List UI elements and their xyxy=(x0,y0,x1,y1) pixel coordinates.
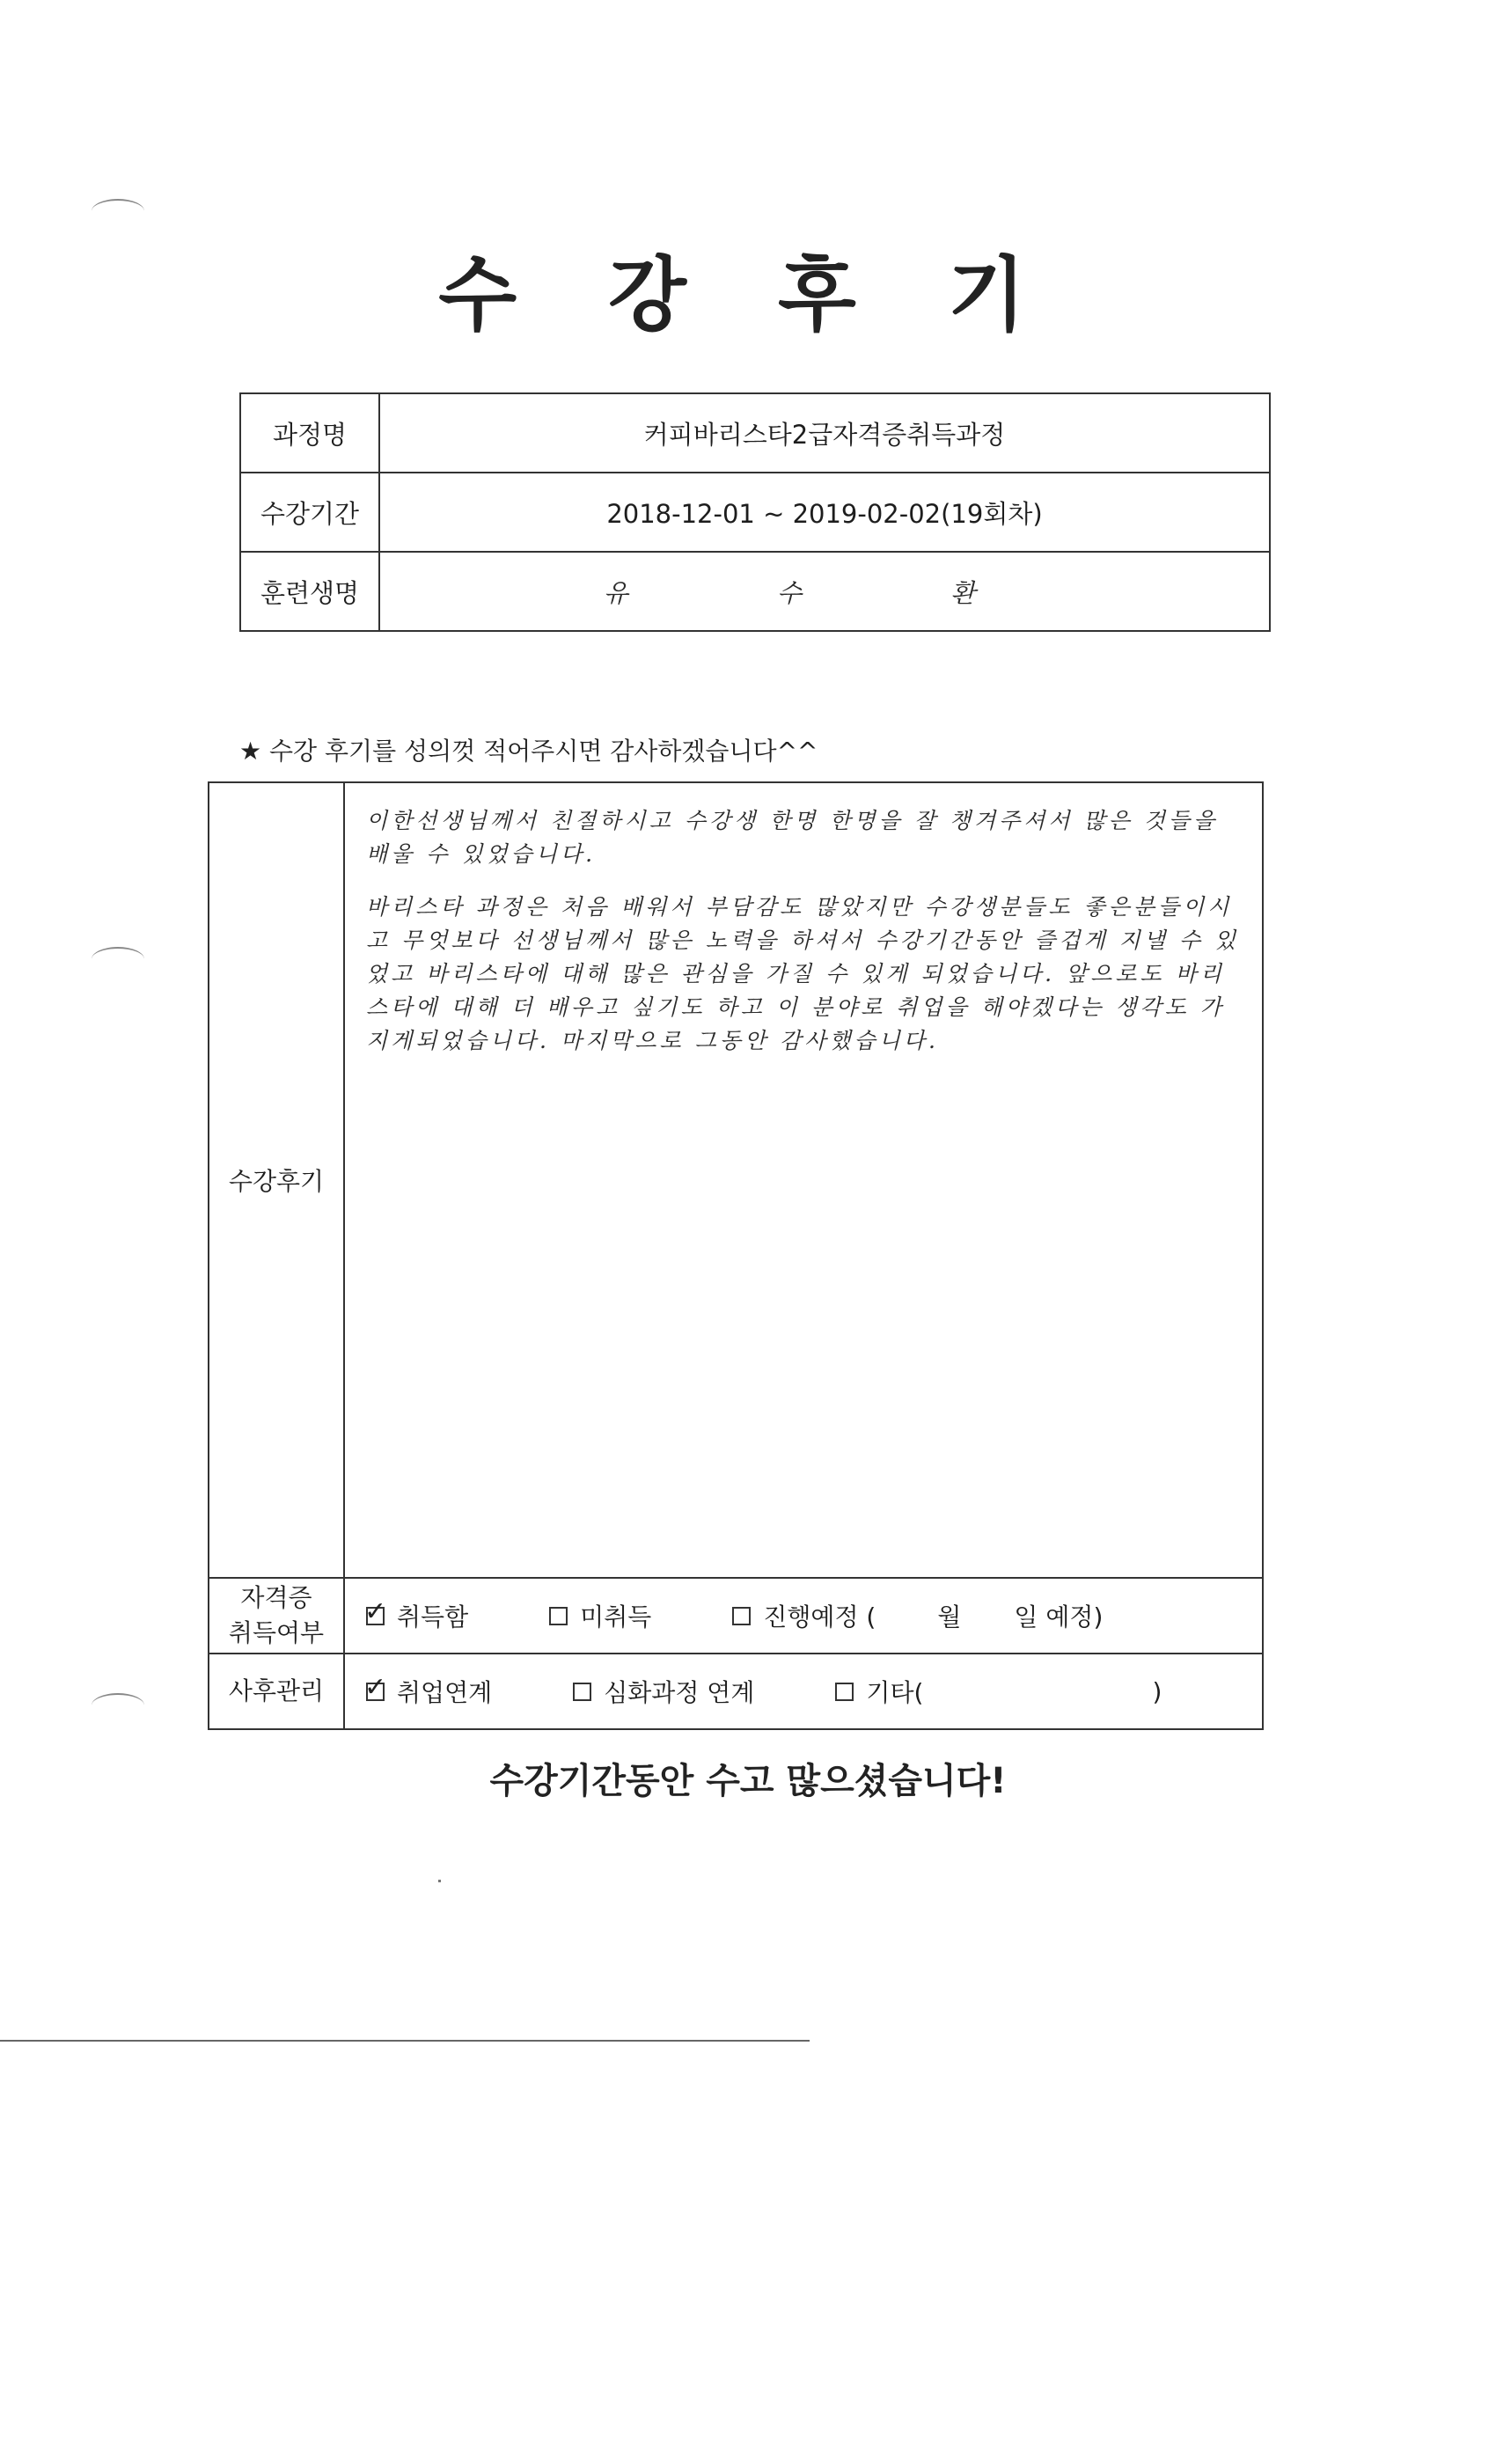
option-job-link-label: 취업연계 xyxy=(397,1678,493,1707)
closing-message: 수강기간동안 수고 많으셨습니다! xyxy=(489,1761,1007,1801)
option-day: 일 예정) xyxy=(1014,1602,1104,1632)
instruction-note: ★ 수강 후기를 성의껏 적어주시면 감사하겠습니다^^ xyxy=(239,737,818,766)
trainee-label: 훈련생명 xyxy=(240,552,379,631)
checkbox-checked xyxy=(364,1595,387,1627)
punch-hole-mark xyxy=(92,199,144,224)
aftercare-options xyxy=(344,1654,1263,1729)
document-title: 수 강 후 기 xyxy=(438,248,1058,342)
review-body xyxy=(344,782,1263,1578)
course-row xyxy=(240,393,1270,473)
option-acquired-label: 취득함 xyxy=(397,1602,469,1632)
period-row xyxy=(240,473,1270,552)
option-job-link xyxy=(364,1671,493,1709)
checkbox-empty xyxy=(573,1683,591,1701)
aftercare-label: 사후관리 xyxy=(209,1654,344,1729)
review-paragraph-2: 바리스타 과정은 처음 배워서 부담감도 많았지만 수강생분들도 좋은분들이시고 무엇보다 선생님께서 많은 노력을 하셔서 수강기간동안 즐겁게 지낼 수 있었고 바리스타에 대해 많은 관심을 가질 수 있게 되었습니다. 앞으로도 바리스타에 대해 더 배우고 싶기도 하고 이 분야로 취업을 해야겠다는 생각도 가지게되었습니다. 마지막으로 그동안 감사했습니다. xyxy=(366,894,1240,1053)
option-other xyxy=(835,1674,1162,1709)
course-info-table xyxy=(239,392,1271,632)
option-acquired xyxy=(364,1595,469,1633)
certificate-row xyxy=(209,1578,1263,1654)
scan-speck xyxy=(438,1880,441,1882)
punch-hole-mark xyxy=(92,1693,144,1718)
option-advanced-course-label: 심화과정 연계 xyxy=(604,1678,755,1707)
option-in-progress-label: 진행예정 ( xyxy=(763,1602,876,1632)
certificate-label-line-1: 자격증 xyxy=(240,1583,312,1612)
scan-edge-line xyxy=(0,2040,810,2042)
checkbox-empty xyxy=(835,1683,854,1701)
option-month: 월 xyxy=(937,1602,962,1632)
option-other-close: ) xyxy=(1152,1676,1162,1706)
certificate-label-line-2: 취득여부 xyxy=(228,1618,325,1647)
checkbox-empty xyxy=(732,1607,751,1625)
option-not-acquired-label: 미취득 xyxy=(580,1602,652,1632)
course-label: 과정명 xyxy=(240,393,379,473)
review-label: 수강후기 xyxy=(209,782,344,1578)
period-label: 수강기간 xyxy=(240,473,379,552)
review-paragraph-1: 이한선생님께서 친절하시고 수강생 한명 한명을 잘 챙겨주셔서 많은 것들을 배울 수 있었습니다. xyxy=(366,808,1219,867)
option-other-label: 기타( xyxy=(866,1678,924,1707)
trainee-row xyxy=(240,552,1270,631)
certificate-options xyxy=(344,1578,1263,1654)
option-not-acquired xyxy=(549,1598,651,1633)
aftercare-row xyxy=(209,1654,1263,1729)
review-row xyxy=(209,782,1263,1578)
period-value: 2018-12-01 ~ 2019-02-02(19회차) xyxy=(379,473,1270,552)
checkbox-checked xyxy=(364,1671,387,1703)
option-advanced-course xyxy=(573,1674,754,1709)
trainee-name-handwritten: 유 수 환 xyxy=(379,552,1270,631)
option-in-progress xyxy=(732,1598,1103,1633)
check-mark-icon: ✓ xyxy=(364,1595,387,1627)
course-value: 커피바리스타2급자격증취득과정 xyxy=(379,393,1270,473)
check-mark-icon: ✓ xyxy=(364,1671,387,1703)
review-table xyxy=(208,781,1264,1730)
punch-hole-mark xyxy=(92,947,144,972)
checkbox-empty xyxy=(549,1607,568,1625)
certificate-label xyxy=(209,1578,344,1654)
